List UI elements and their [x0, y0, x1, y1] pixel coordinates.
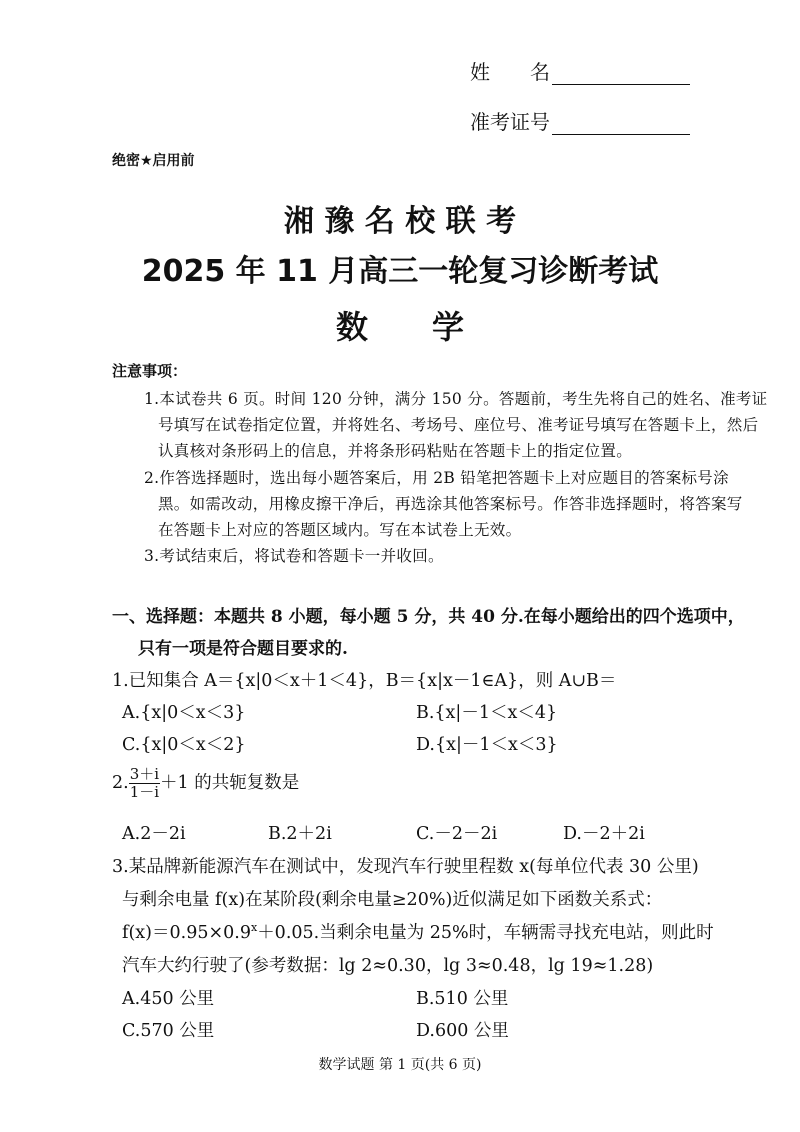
- q1-option-a: A.{x|0＜x＜3}: [122, 703, 246, 723]
- exam-id-field: [470, 106, 690, 135]
- q2-stem: [112, 766, 299, 801]
- q2-suffix: ＋1 的共轭复数是: [160, 773, 300, 793]
- exam-title: 2025 年 11 月高三一轮复习诊断考试: [141, 254, 659, 289]
- section-heading: 一、选择题：本题共 8 小题，每小题 5 分，共 40 分.在每小题给出的四个选项中，: [112, 607, 745, 627]
- q3-formula-cont: ＋0.05.当剩余电量为 25%时，车辆需寻找充电站，则此时: [257, 923, 714, 943]
- notice-heading: 注意事项：: [112, 362, 188, 380]
- section-heading-cont: 只有一项是符合题目要求的.: [138, 639, 348, 659]
- exam-id-label: 准考证号: [470, 110, 550, 134]
- q3-exponent: x: [250, 921, 258, 935]
- page-footer: 数学试题 第 1 页(共 6 页): [318, 1057, 482, 1073]
- name-field: [470, 56, 690, 85]
- exam-id-blank: [552, 108, 690, 135]
- subject-title: 数 学: [335, 308, 464, 346]
- q2-denominator: 1－i: [129, 783, 160, 801]
- q1-option-d: D.{x|－1＜x＜3}: [416, 735, 558, 755]
- q2-numerator: 3＋i: [129, 765, 160, 783]
- q3-formula: f(x)＝0.95×0.9: [122, 923, 251, 943]
- q3-option-c: C.570 公里: [122, 1021, 215, 1041]
- q2-option-a: A.2－2i: [122, 824, 186, 844]
- q3-option-b: B.510 公里: [416, 989, 509, 1009]
- q2-option-c: C.－2－2i: [416, 824, 498, 844]
- q1-option-c: C.{x|0＜x＜2}: [122, 735, 246, 755]
- exam-union-title: 湘 豫 名 校 联 考: [283, 204, 517, 239]
- notice-line: 黑。如需改动，用橡皮擦干净后，再选涂其他答案标号。作答非选择题时，将答案写: [158, 495, 743, 513]
- secret-mark: 绝密★启用前: [112, 153, 195, 169]
- q3-line: 汽车大约行驶了(参考数据：lg 2≈0.30，lg 3≈0.48，lg 19≈1.28): [122, 956, 654, 976]
- q1-option-b: B.{x|－1＜x＜4}: [416, 703, 558, 723]
- name-blank: [552, 58, 690, 85]
- q1-stem: 1.已知集合 A＝{x|0＜x＋1＜4}，B＝{x|x－1∈A}，则 A∪B＝: [112, 671, 617, 691]
- notice-line: 1.本试卷共 6 页。时间 120 分钟，满分 150 分。答题前，考生先将自己的姓名、准考证: [144, 390, 768, 408]
- q3-option-d: D.600 公里: [416, 1021, 509, 1041]
- q2-option-d: D.－2＋2i: [563, 824, 645, 844]
- q3-line: 3.某品牌新能源汽车在测试中，发现汽车行驶里程数 x(每单位代表 30 公里): [112, 857, 699, 877]
- q2-option-b: B.2＋2i: [268, 824, 332, 844]
- q2-fraction: [129, 766, 160, 801]
- q3-line: 与剩余电量 f(x)在某阶段(剩余电量≥20%)近似满足如下函数关系式：: [122, 890, 663, 910]
- notice-line: 认真核对条形码上的信息，并将条形码粘贴在答题卡上的指定位置。: [158, 442, 633, 460]
- notice-line: 在答题卡上对应的答题区域内。写在本试卷上无效。: [158, 521, 522, 539]
- q2-prefix: 2.: [112, 773, 129, 793]
- name-label: 姓 名: [470, 60, 550, 84]
- q3-formula-line: [122, 919, 714, 944]
- notice-line: 3.考试结束后，将试卷和答题卡一并收回。: [144, 547, 444, 565]
- notice-line: 号填写在试卷指定位置，并将姓名、考场号、座位号、准考证号填写在答题卡上，然后: [158, 416, 759, 434]
- q3-option-a: A.450 公里: [122, 989, 215, 1009]
- notice-line: 2.作答选择题时，选出每小题答案后，用 2B 铅笔把答题卡上对应题目的答案标号涂: [144, 469, 729, 487]
